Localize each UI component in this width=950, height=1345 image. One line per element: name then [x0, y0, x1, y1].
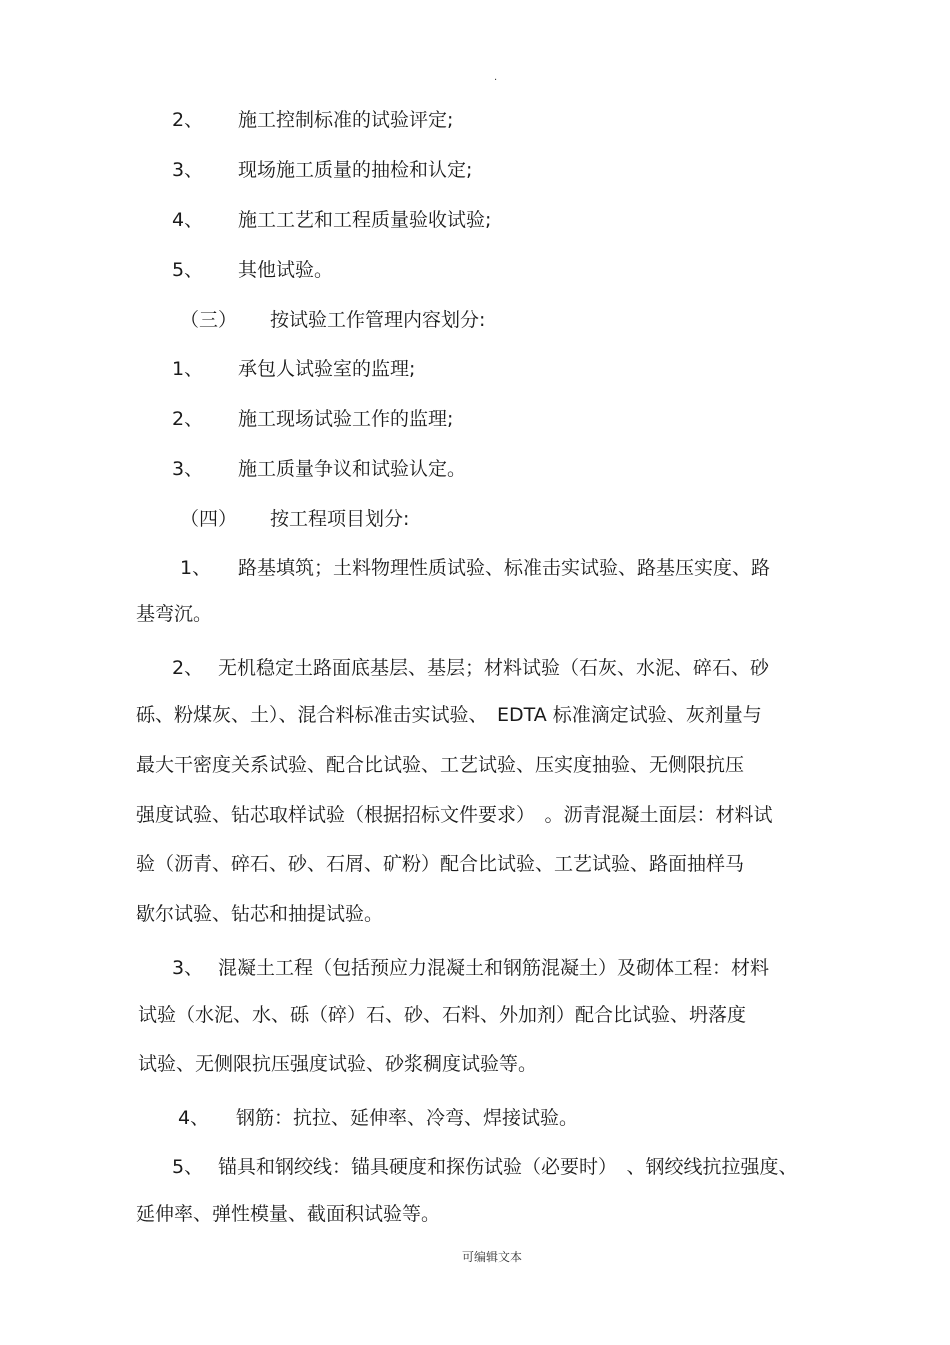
paragraph-item-1 — [136, 556, 856, 636]
paragraph-line: 基弯沉。 — [136, 603, 213, 625]
page-footer: 可编辑文本 — [462, 1250, 523, 1264]
item-number: 4、 — [172, 209, 204, 231]
item-text: 其他试验。 — [238, 259, 334, 281]
paragraph-line: 强度试验、钻芯取样试验（根据招标文件要求） 。沥青混凝土面层：材料试 — [136, 804, 773, 826]
paragraph-number: 4、 — [178, 1107, 210, 1129]
item-text: 承包人试验室的监理; — [238, 358, 416, 380]
paragraph-item-2 — [136, 656, 856, 926]
paragraph-item-5 — [136, 1155, 856, 1235]
item-number: 3、 — [172, 159, 204, 181]
item-number: 2、 — [172, 408, 204, 430]
item-text: 施工质量争议和试验认定。 — [238, 458, 467, 480]
item-text: 现场施工质量的抽检和认定; — [238, 159, 473, 181]
paragraph-number: 1、 — [180, 557, 212, 579]
paragraph-line: 锚具和钢绞线：锚具硬度和探伤试验（必要时） 、钢绞线抗拉强度、 — [218, 1156, 798, 1178]
paragraph-line: 试验、无侧限抗压强度试验、砂浆稠度试验等。 — [138, 1053, 538, 1075]
section-number: （三） — [180, 309, 238, 331]
section-title: 按试验工作管理内容划分: — [270, 309, 486, 331]
item-text: 施工控制标准的试验评定; — [238, 109, 454, 131]
paragraph-line: 延伸率、弹性模量、截面积试验等。 — [136, 1203, 441, 1225]
paragraph-number: 3、 — [172, 957, 204, 979]
item-text: 施工工艺和工程质量验收试验; — [238, 209, 492, 231]
section-title: 按工程项目划分: — [270, 508, 410, 530]
paragraph-line: 最大干密度关系试验、配合比试验、工艺试验、压实度抽验、无侧限抗压 — [136, 754, 745, 776]
item-number: 1、 — [172, 358, 204, 380]
paragraph-line: 试验（水泥、水、砾（碎）石、砂、石料、外加剂）配合比试验、坍落度 — [138, 1004, 747, 1026]
item-number: 3、 — [172, 458, 204, 480]
paragraph-line: 无机稳定土路面底基层、基层；材料试验（石灰、水泥、碎石、砂 — [218, 657, 770, 679]
paragraph-line: 验（沥青、碎石、砂、石屑、矿粉）配合比试验、工艺试验、路面抽样马 — [136, 853, 745, 875]
paragraph-line: 歇尔试验、钻芯和抽提试验。 — [136, 903, 384, 925]
paragraph-number: 2、 — [172, 657, 204, 679]
item-text: 施工现场试验工作的监理; — [238, 408, 454, 430]
item-number: 5、 — [172, 259, 204, 281]
paragraph-item-4 — [136, 1106, 856, 1136]
paragraph-number: 5、 — [172, 1156, 204, 1178]
paragraph-line: 砾、粉煤灰、土）、混合料标准击实试验、 EDTA 标准滴定试验、灰剂量与 — [136, 704, 762, 726]
paragraph-line: 混凝土工程（包括预应力混凝土和钢筋混凝土）及砌体工程：材料 — [218, 957, 770, 979]
item-number: 2、 — [172, 109, 204, 131]
paragraph-line: 钢筋：抗拉、延伸率、冷弯、焊接试验。 — [236, 1107, 579, 1129]
paragraph-item-3 — [136, 956, 856, 1086]
paragraph-line: 路基填筑；土料物理性质试验、标准击实试验、路基压实度、路 — [238, 557, 771, 579]
page-marker: . — [494, 72, 498, 83]
section-number: （四） — [180, 508, 238, 530]
